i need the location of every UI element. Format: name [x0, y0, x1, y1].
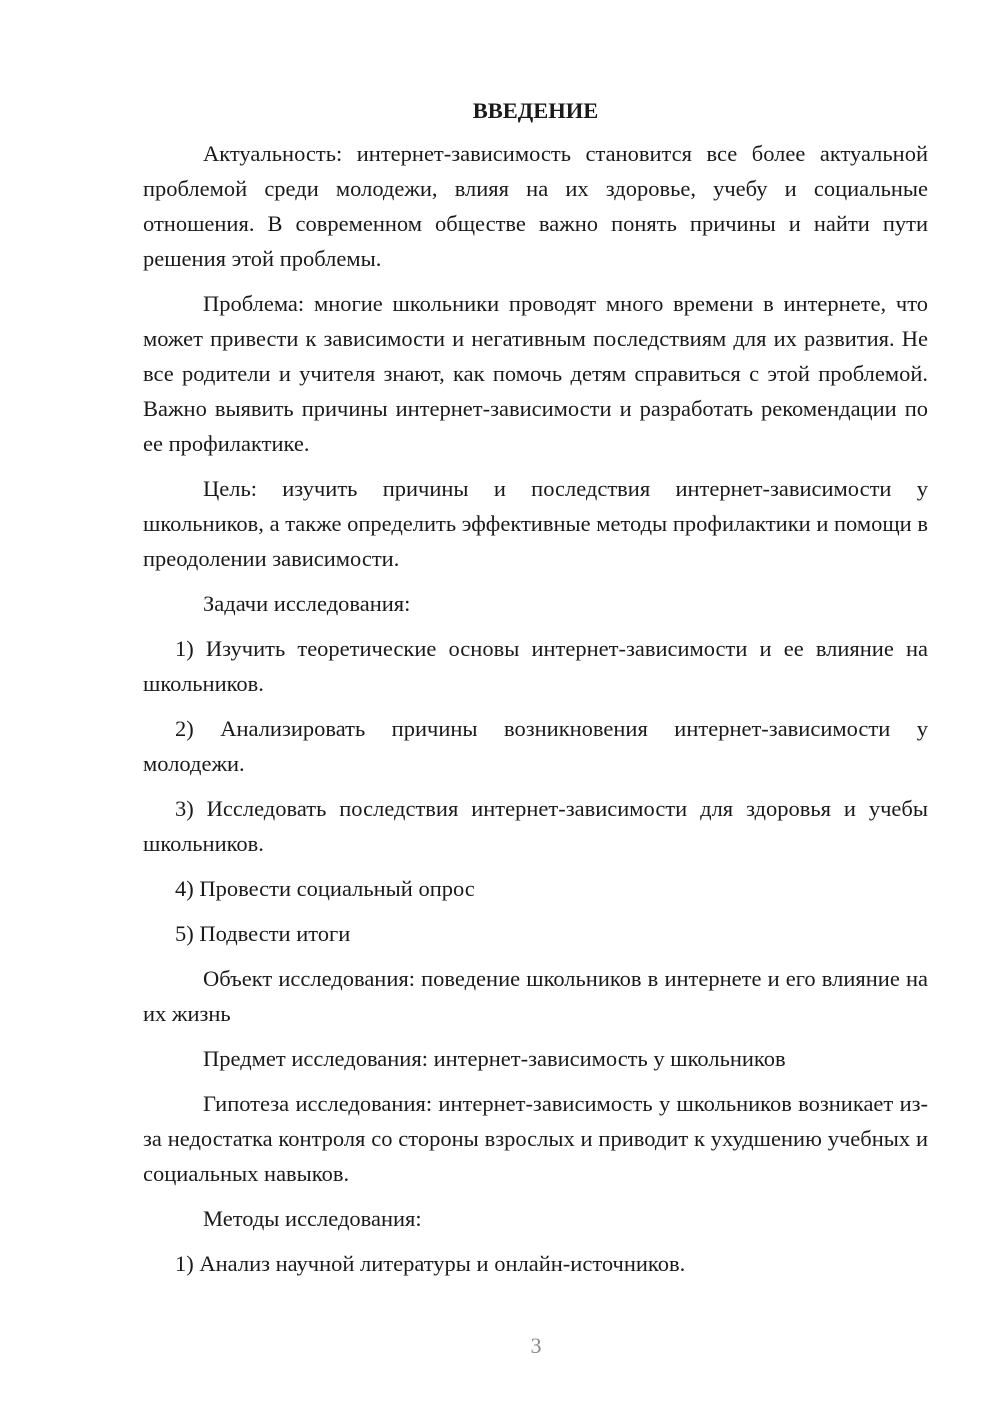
task-item-2: 2) Анализировать причины возникновения интернет-зависимости у молодежи.	[143, 716, 928, 776]
tasks-title: Задачи исследования:	[203, 591, 411, 616]
section-heading: ВВЕДЕНИЕ	[472, 98, 599, 123]
paragraph-relevance: Актуальность: интернет-зависимость становится все более актуальной проблемой среди молодежи, влияя на их здоровье, учебу и социальные отношения. В современном обществе важно понять причины и найти пути решения этой проблемы.	[143, 141, 928, 271]
method-item-1: 1) Анализ научной литературы и онлайн-источников.	[175, 1251, 686, 1276]
paragraph-object: Объект исследования: поведение школьников в интернете и его влияние на их жизнь	[143, 966, 928, 1026]
paragraph-subject: Предмет исследования: интернет-зависимость у школьников	[203, 1046, 786, 1071]
task-item-5: 5) Подвести итоги	[175, 921, 351, 946]
paragraph-problem: Проблема: многие школьники проводят много времени в интернете, что может привести к зависимости и негативным последствиям для их развития. Не все родители и учителя знают, как помочь детям справиться с этой проблемой. Важно выявить причины интернет-зависимости и разработать рекомендации по ее профилактике.	[143, 291, 928, 456]
page-content	[143, 96, 928, 1291]
paragraph-hypothesis: Гипотеза исследования: интернет-зависимость у школьников возникает из-за недостатка контроля со стороны взрослых и приводит к ухудшению учебных и социальных навыков.	[143, 1091, 928, 1186]
task-item-4: 4) Провести социальный опрос	[175, 876, 475, 901]
paragraph-goal: Цель: изучить причины и последствия интернет-зависимости у школьников, а также определить эффективные методы профилактики и помощи в преодолении зависимости.	[143, 476, 928, 571]
methods-title: Методы исследования:	[203, 1206, 422, 1231]
page-number: 3	[530, 1333, 542, 1358]
task-item-3: 3) Исследовать последствия интернет-зависимости для здоровья и учебы школьников.	[143, 796, 928, 856]
task-item-1: 1) Изучить теоретические основы интернет-зависимости и ее влияние на школьников.	[143, 636, 928, 696]
